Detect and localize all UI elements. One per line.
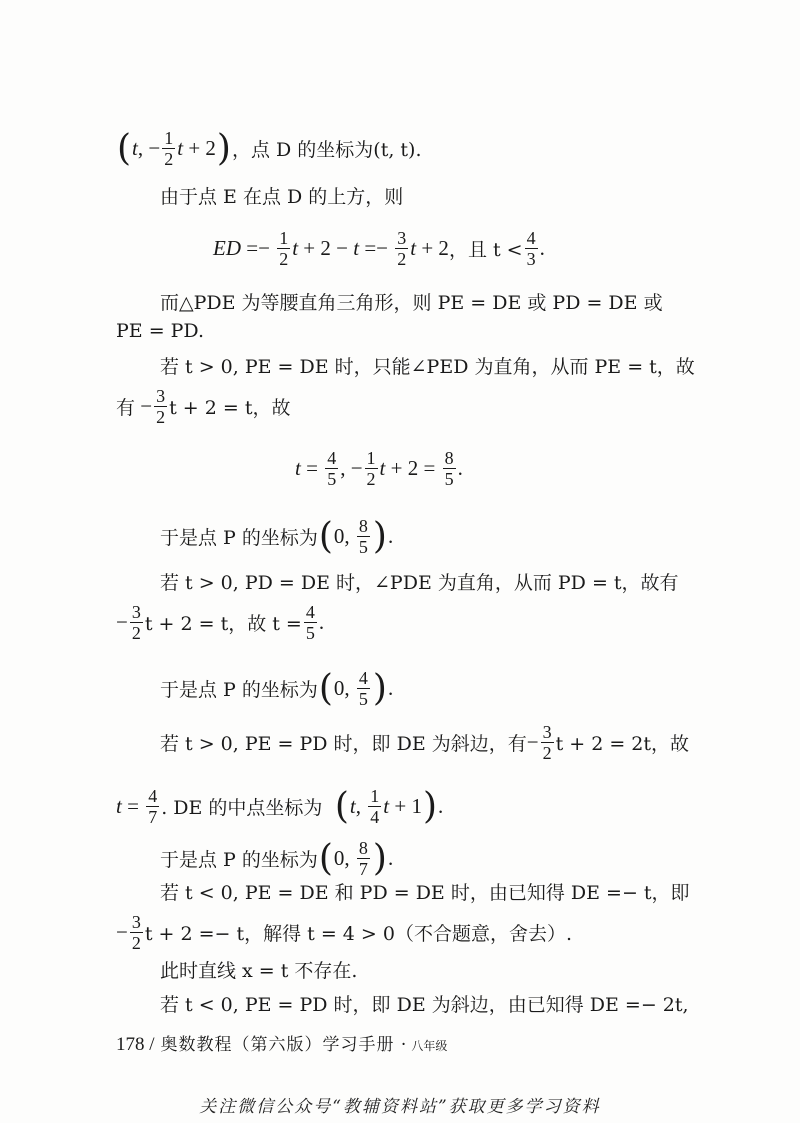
fraction: $\frac{4}{5}$ [327, 448, 337, 489]
equation-condition: ，且 t < [448, 239, 523, 261]
line-8b-text: t + 2 = t，故 t = [144, 613, 302, 635]
fraction: $\frac{8}{7}$ [358, 838, 368, 879]
fraction: $\frac{3}{2}$ [397, 228, 407, 269]
fraction: $\frac{4}{5}$ [305, 602, 315, 643]
line-7-text: 于是点 P 的坐标为 [160, 527, 318, 549]
line-2-text: 由于点 E 在点 D 的上方，则 [160, 186, 404, 208]
fraction: $\frac{3}{2}$ [542, 722, 552, 763]
line-14-text: 若 t < 0, PE = PD 时，即 DE 为斜边，由已知得 DE =− 2t, [160, 994, 689, 1016]
line-5a-text: 若 t > 0, PE = DE 时，只能∠PED 为直角，从而 PE = t，故 [160, 356, 695, 378]
line-12a-text: 若 t < 0, PE = DE 和 PD = DE 时，由已知得 DE =− t，即 [160, 882, 690, 904]
fraction: $\frac{4}{3}$ [526, 228, 536, 269]
fraction: $\frac{8}{5}$ [358, 516, 368, 557]
watermark-text: 关注微信公众号“教辅资料站”获取更多学习资料 [199, 1097, 601, 1117]
fraction: $\frac{4}{5}$ [358, 668, 368, 709]
line-4a-text: 而△PDE 为等腰直角三角形，则 PE = DE 或 PD = DE 或 [160, 292, 663, 314]
fraction: $\frac{1}{2}$ [164, 128, 174, 169]
fraction: $\frac{3}{2}$ [131, 602, 141, 643]
fraction: $\frac{1}{2}$ [279, 228, 289, 269]
fraction: $\frac{8}{5}$ [444, 448, 454, 489]
fraction: $\frac{4}{7}$ [148, 786, 158, 827]
line-8a-text: 若 t > 0, PD = DE 时，∠PDE 为直角，从而 PD = t，故有 [160, 572, 679, 594]
page-footer [116, 1030, 447, 1056]
grade-label: 八年级 [411, 1039, 448, 1053]
book-title: 奥数教程（第六版）学习手册 · [160, 1035, 408, 1055]
line-13-text: 此时直线 x = t 不存在. [160, 960, 358, 982]
fraction: $\frac{1}{4}$ [370, 786, 380, 827]
fraction: $\frac{3}{2}$ [131, 912, 141, 953]
line-9-text: 于是点 P 的坐标为 [160, 679, 318, 701]
line-12b-text: t + 2 =− t，解得 t = 4 > 0（不合题意，舍去）. [144, 923, 573, 945]
line-11-text: 于是点 P 的坐标为 [160, 849, 318, 871]
line-4b-text: PE = PD. [116, 320, 205, 342]
page-number: 178 / [116, 1034, 155, 1055]
line-5b-text: t + 2 = t，故 [169, 397, 291, 419]
line-10a-text: 若 t > 0, PE = PD 时，即 DE 为斜边，有 [160, 733, 527, 755]
line-10a-tail: t + 2 = 2t，故 [555, 733, 690, 755]
line-10b-text: . DE 的中点坐标为 [161, 797, 323, 819]
line-1-tail: ，点 D 的坐标为(t, t). [231, 139, 422, 161]
fraction: $\frac{3}{2}$ [156, 386, 166, 427]
fraction: $\frac{1}{2}$ [366, 448, 376, 489]
